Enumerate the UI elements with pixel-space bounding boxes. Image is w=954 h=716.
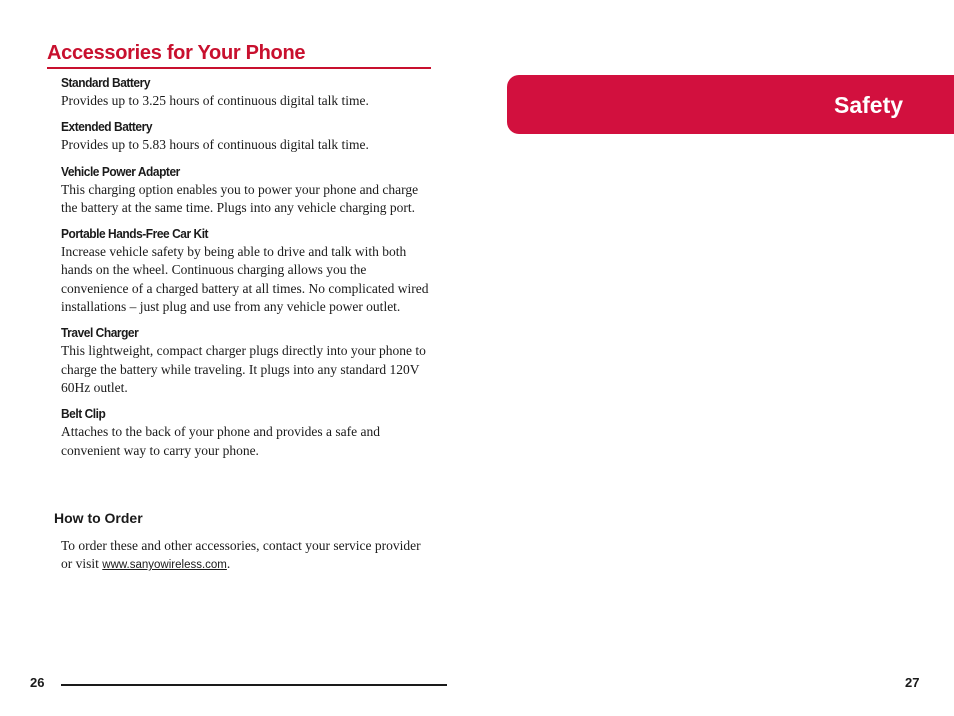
- accessory-item: [61, 405, 433, 460]
- accessory-description: Provides up to 5.83 hours of continuous digital talk time.: [61, 137, 369, 153]
- title-rule: [47, 67, 431, 69]
- accessory-description: This lightweight, compact charger plugs directly into your phone to charge the battery while traveling. It plugs into any standard 120V 60Hz outlet.: [61, 343, 426, 395]
- page-number-left: 26: [30, 675, 45, 690]
- page-number-right: 27: [905, 675, 920, 690]
- accessory-name: Travel Charger: [61, 325, 139, 341]
- accessory-name: Extended Battery: [61, 119, 153, 135]
- how-to-order-text: [61, 537, 433, 575]
- safety-title: Safety: [834, 92, 904, 118]
- section-title: Accessories for Your Phone: [47, 42, 306, 64]
- how-to-order-text-before: To order these and other accessories, contact your service provider or visit: [61, 538, 421, 572]
- accessory-item: [61, 324, 433, 397]
- accessory-list: [61, 74, 433, 468]
- accessory-name: Belt Clip: [61, 406, 106, 422]
- accessory-description: This charging option enables you to power your phone and charge the battery at the same time. Plugs into any vehicle charging port.: [61, 181, 419, 215]
- accessory-name: Portable Hands-Free Car Kit: [61, 226, 209, 242]
- sanyo-website-link[interactable]: www.sanyowireless.com: [102, 559, 227, 572]
- accessory-name: Standard Battery: [61, 75, 151, 90]
- right-page: [477, 0, 954, 716]
- accessory-item: [61, 118, 433, 154]
- accessory-item: [61, 74, 433, 110]
- accessory-item: [61, 225, 433, 316]
- how-to-order-title: How to Order: [54, 510, 143, 526]
- accessory-description: Attaches to the back of your phone and provides a safe and convenient way to carry your phone.: [61, 424, 381, 458]
- accessory-name: Vehicle Power Adapter: [61, 163, 180, 179]
- how-to-order-text-after: .: [226, 556, 231, 572]
- safety-banner: [507, 75, 954, 134]
- accessory-description: Provides up to 3.25 hours of continuous digital talk time.: [61, 93, 369, 108]
- accessory-description: Increase vehicle safety by being able to drive and talk with both hands on the wheel. Continuous charging allows you the convenience of a charged battery at all times. No complicated wired installations – just plug and use from any vehicle power outlet.: [61, 244, 429, 315]
- footer-rule: [61, 684, 447, 686]
- accessory-item: [61, 163, 433, 218]
